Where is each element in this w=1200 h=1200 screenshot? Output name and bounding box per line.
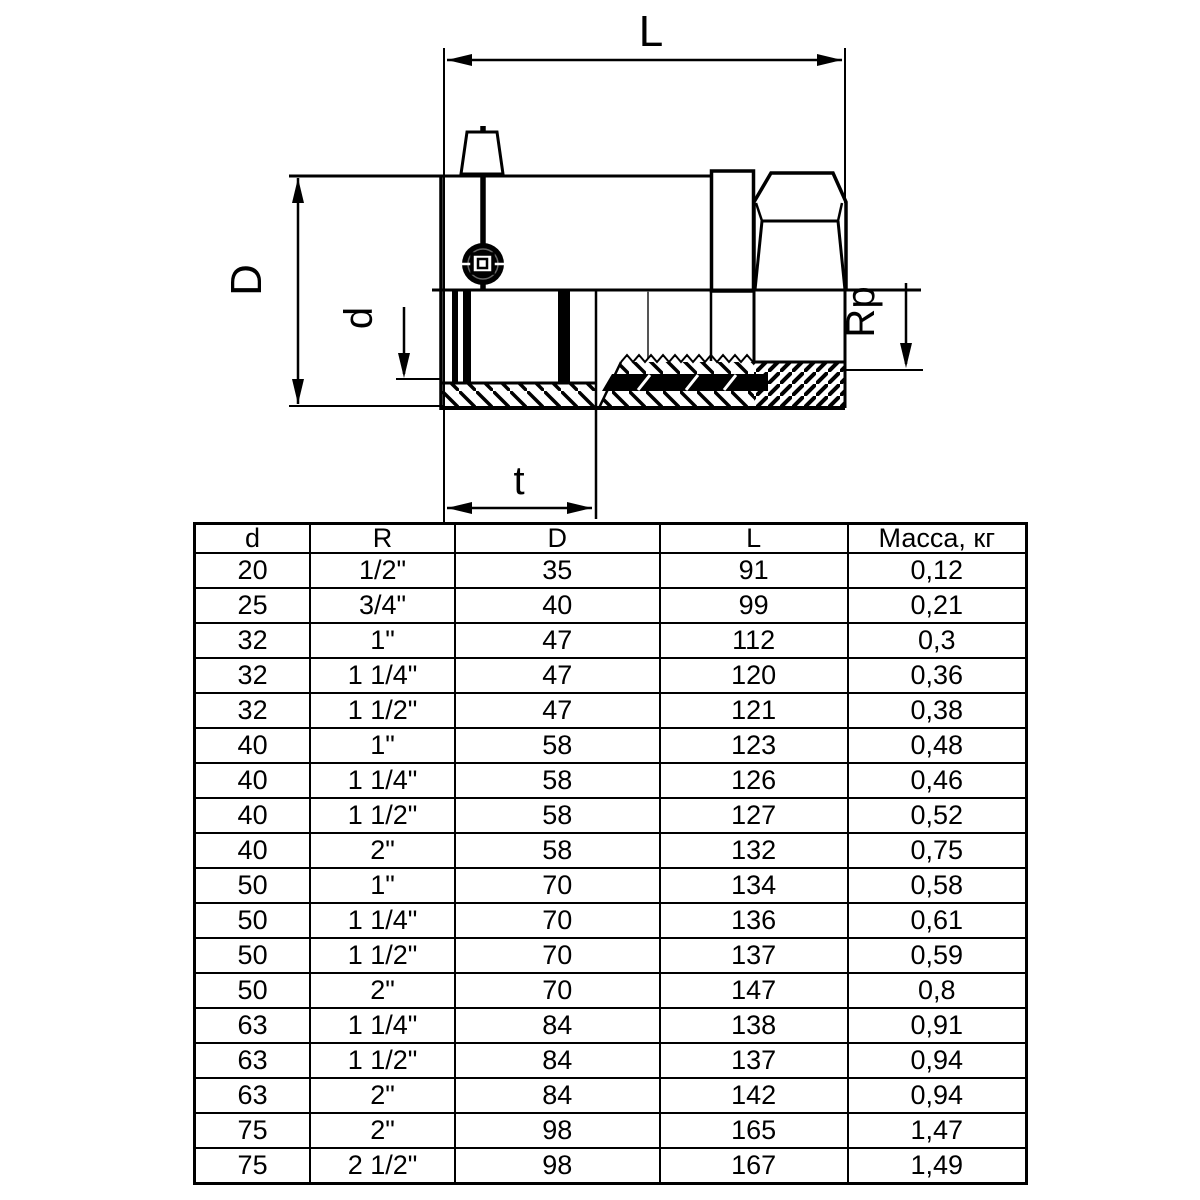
- table-cell: 20: [195, 553, 311, 588]
- table-cell: 84: [455, 1008, 660, 1043]
- table-row: [195, 623, 1027, 658]
- column-header: R: [310, 524, 455, 554]
- header-row: [195, 524, 1027, 554]
- coil-bar: [463, 291, 471, 383]
- dimension-Rp: [839, 283, 923, 370]
- table-cell: 40: [455, 588, 660, 623]
- fitting-body: [289, 171, 921, 410]
- table-cell: 0,46: [848, 763, 1027, 798]
- table-row: [195, 588, 1027, 623]
- table-cell: 99: [660, 588, 848, 623]
- table-cell: 1,49: [848, 1148, 1027, 1184]
- table-cell: 138: [660, 1008, 848, 1043]
- collar: [712, 171, 754, 291]
- arrowhead: [292, 379, 304, 404]
- column-header: D: [455, 524, 660, 554]
- fusion-terminal: [461, 126, 504, 290]
- column-header: Масса, кг: [848, 524, 1027, 554]
- table-cell: 0,59: [848, 938, 1027, 973]
- table-cell: 1 1/4": [310, 1008, 455, 1043]
- table-cell: 1 1/2": [310, 693, 455, 728]
- table-cell: 0,3: [848, 623, 1027, 658]
- thread-teeth: [621, 355, 753, 362]
- table-cell: 70: [455, 973, 660, 1008]
- terminal-cap: [461, 132, 503, 174]
- table-cell: 1 1/4": [310, 763, 455, 798]
- table-cell: 0,61: [848, 903, 1027, 938]
- dim-label-d: d: [337, 306, 381, 330]
- fitting-technical-drawing: [0, 0, 1200, 522]
- table-cell: 1 1/2": [310, 938, 455, 973]
- dim-label-t: t: [513, 459, 525, 503]
- table-cell: 63: [195, 1078, 311, 1113]
- table-cell: 1": [310, 728, 455, 763]
- table-cell: 2": [310, 973, 455, 1008]
- table-cell: 132: [660, 833, 848, 868]
- table-cell: 32: [195, 658, 311, 693]
- table-cell: 35: [455, 553, 660, 588]
- table-cell: 50: [195, 903, 311, 938]
- table-cell: 32: [195, 693, 311, 728]
- table-header: [195, 524, 1027, 554]
- arrowhead: [447, 502, 472, 514]
- table-cell: 40: [195, 763, 311, 798]
- table-cell: 136: [660, 903, 848, 938]
- table-cell: 70: [455, 868, 660, 903]
- table-row: [195, 903, 1027, 938]
- arrowhead: [817, 54, 842, 66]
- table-row: [195, 938, 1027, 973]
- table-cell: 120: [660, 658, 848, 693]
- table-row: [195, 693, 1027, 728]
- table-cell: 98: [455, 1113, 660, 1148]
- table-cell: 40: [195, 798, 311, 833]
- table-cell: 91: [660, 553, 848, 588]
- table-row: [195, 973, 1027, 1008]
- table-cell: 58: [455, 763, 660, 798]
- dimensions-table: [193, 522, 1028, 1185]
- table-row: [195, 763, 1027, 798]
- dim-label-L: L: [638, 7, 664, 56]
- table-body: [195, 553, 1027, 1184]
- table-cell: 25: [195, 588, 311, 623]
- table-cell: 47: [455, 623, 660, 658]
- table-row: [195, 798, 1027, 833]
- table-cell: 126: [660, 763, 848, 798]
- table-cell: 1/2": [310, 553, 455, 588]
- table-cell: 63: [195, 1008, 311, 1043]
- table-cell: 1,47: [848, 1113, 1027, 1148]
- thread-section: [599, 355, 768, 408]
- table-row: [195, 833, 1027, 868]
- table-cell: 2 1/2": [310, 1148, 455, 1184]
- table-cell: 70: [455, 903, 660, 938]
- table-cell: 137: [660, 938, 848, 973]
- arrowhead: [900, 343, 912, 368]
- table-cell: 2": [310, 1078, 455, 1113]
- coil-bar: [452, 291, 458, 383]
- table-row: [195, 1008, 1027, 1043]
- table-cell: 0,12: [848, 553, 1027, 588]
- table-cell: 0,38: [848, 693, 1027, 728]
- nut-section-hatch: [754, 362, 845, 408]
- table-cell: 165: [660, 1113, 848, 1148]
- table-cell: 112: [660, 623, 848, 658]
- thread-band: [602, 374, 768, 391]
- table-cell: 0,48: [848, 728, 1027, 763]
- table-cell: 50: [195, 973, 311, 1008]
- table-cell: 3/4": [310, 588, 455, 623]
- table-row: [195, 553, 1027, 588]
- table-cell: 134: [660, 868, 848, 903]
- table-cell: 0,91: [848, 1008, 1027, 1043]
- table-cell: 32: [195, 623, 311, 658]
- arrowhead: [567, 502, 592, 514]
- table-cell: 84: [455, 1043, 660, 1078]
- table-row: [195, 658, 1027, 693]
- table-cell: 75: [195, 1148, 311, 1184]
- table-cell: 0,94: [848, 1078, 1027, 1113]
- table-cell: 58: [455, 833, 660, 868]
- table-cell: 0,94: [848, 1043, 1027, 1078]
- table-cell: 98: [455, 1148, 660, 1184]
- table-row: [195, 1043, 1027, 1078]
- table-cell: 0,52: [848, 798, 1027, 833]
- table-row: [195, 1113, 1027, 1148]
- table-cell: 2": [310, 833, 455, 868]
- table-cell: 50: [195, 938, 311, 973]
- table-cell: 1": [310, 623, 455, 658]
- table-row: [195, 1078, 1027, 1113]
- dim-label-D: D: [222, 264, 271, 296]
- table-cell: 121: [660, 693, 848, 728]
- table-cell: 1 1/4": [310, 903, 455, 938]
- table-cell: 0,21: [848, 588, 1027, 623]
- table-cell: 40: [195, 728, 311, 763]
- table-cell: 40: [195, 833, 311, 868]
- table-cell: 2": [310, 1113, 455, 1148]
- table-cell: 84: [455, 1078, 660, 1113]
- hex-nut: [754, 173, 846, 291]
- table-cell: 0,8: [848, 973, 1027, 1008]
- table-cell: 127: [660, 798, 848, 833]
- table-cell: 123: [660, 728, 848, 763]
- table-row: [195, 728, 1027, 763]
- table-cell: 147: [660, 973, 848, 1008]
- table-cell: 167: [660, 1148, 848, 1184]
- dim-label-Rp: Rp: [839, 286, 883, 338]
- table-cell: 1 1/2": [310, 1043, 455, 1078]
- arrowhead: [447, 54, 472, 66]
- table-row: [195, 1148, 1027, 1184]
- table-cell: 137: [660, 1043, 848, 1078]
- table-cell: 63: [195, 1043, 311, 1078]
- table-row: [195, 868, 1027, 903]
- table-cell: 58: [455, 798, 660, 833]
- table-cell: 142: [660, 1078, 848, 1113]
- table-cell: 47: [455, 693, 660, 728]
- coil-bar: [558, 291, 570, 383]
- table-cell: 47: [455, 658, 660, 693]
- arrowhead: [398, 353, 410, 378]
- dimension-D: [222, 178, 444, 406]
- table-cell: 75: [195, 1113, 311, 1148]
- table-cell: 0,75: [848, 833, 1027, 868]
- table-cell: 70: [455, 938, 660, 973]
- table-cell: 50: [195, 868, 311, 903]
- table-cell: 58: [455, 728, 660, 763]
- table-cell: 1": [310, 868, 455, 903]
- table-cell: 1 1/4": [310, 658, 455, 693]
- table-cell: 1 1/2": [310, 798, 455, 833]
- column-header: d: [195, 524, 311, 554]
- socket-section-hatch: [441, 383, 596, 408]
- table-cell: 0,36: [848, 658, 1027, 693]
- table-cell: 0,58: [848, 868, 1027, 903]
- arrowhead: [292, 178, 304, 203]
- column-header: L: [660, 524, 848, 554]
- dimension-d: [337, 307, 441, 379]
